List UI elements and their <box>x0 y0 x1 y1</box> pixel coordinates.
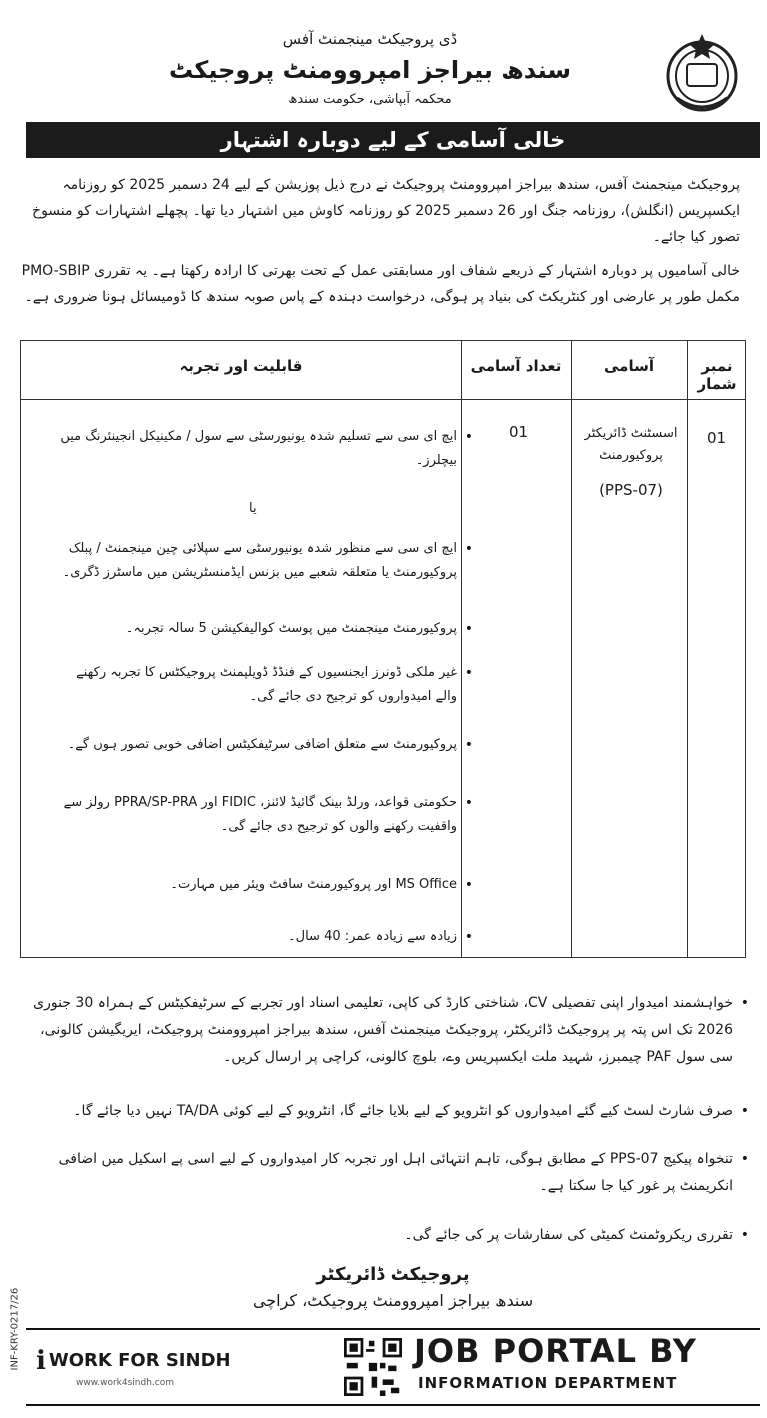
qualification-item: • MS Office اور پروکیورمنٹ سافٹ ویئر میں مہارت۔ <box>52 873 457 897</box>
logo-text: WORK FOR SINDH <box>48 1350 231 1371</box>
qr-code-icon <box>344 1338 402 1396</box>
note-appointment: • تقرری ریکروٹمنٹ کمیٹی کی سفارشات پر کی جائے گی۔ <box>28 1222 733 1249</box>
posts-table <box>20 340 746 958</box>
ad-title-bar <box>26 122 760 158</box>
reference-number: INF-KRY-0217/26 <box>9 1287 21 1371</box>
qualification-item: • پروکیورمنٹ سے متعلق اضافی سرٹیفکیٹس اضافی خوبی تصور ہوں گے۔ <box>52 733 457 757</box>
pay-scale: (PPS-07) <box>599 481 663 499</box>
intro-paragraph: پروجیکٹ مینجمنٹ آفس، سندھ بیراجز امپروومنٹ پروجیکٹ نے درج ذیل پوزیشن کے لیے 24 دسمبر 2025 کو روزنامہ ایکسپریس (انگلش)، روزنامہ جنگ اور 26 دسمبر 2025 کو روزنامہ کاوش میں اشتہار دیا تھا۔ پچھلے اشتہارات کو منسوخ تصور کیا جائے۔ <box>32 177 740 245</box>
signature-block <box>26 1258 760 1316</box>
qualification-item: • ایچ ای سی سے تسلیم شدہ یونیورسٹی سے سول / مکینیکل انجینئرنگ میں بیچلرز۔ <box>52 425 457 473</box>
header-serial: نمبر شمار <box>697 357 737 393</box>
office-name: ڈی پروجیکٹ مینجمنٹ آفس <box>282 30 458 48</box>
note-salary: • تنخواہ پیکیج PPS-07 کے مطابق ہوگی، تاہم انتہائی اہل اور تجربہ کار امیدواروں کے لیے اسی پے اسکیل میں اضافی انکریمنٹ پر غور کیا جا سکتا ہے۔ <box>28 1146 733 1200</box>
signature-title: پروجیکٹ ڈائریکٹر <box>316 1264 470 1285</box>
policy-paragraph: خالی آسامیوں پر دوبارہ اشتہار کے ذریعے شفاف اور مسابقتی عمل کے تحت بھرتی کا ارادہ رکھتا ہے۔ یہ تقرری PMO-SBIP مکمل طور پر عارضی اور کنٹریکٹ کی بنیاد پر ہوگی، درخواست دہندہ کے پاس صوبہ سندھ کا ڈومیسائل ہونا ضروری ہے۔ <box>21 263 740 305</box>
signature-project: سندھ بیراجز امپروومنٹ پروجیکٹ، کراچی <box>252 1291 534 1310</box>
post-title: اسسٹنٹ ڈائریکٹر پروکیورمنٹ <box>584 426 678 463</box>
department-name: محکمہ آبپاشی، حکومت سندھ <box>288 92 452 107</box>
header-qualification: قابلیت اور تجربہ <box>179 357 303 375</box>
post-quantity: 01 <box>509 423 529 441</box>
government-of-sindh-emblem-icon <box>659 28 745 114</box>
ad-header <box>0 0 767 118</box>
qualification-item: • حکومتی قواعد، ورلڈ بینک گائیڈ لائنز، FIDIC اور PPRA/SP-PRA رولز سے واقفیت رکھنے والوں کو ترجیح دی جائے گی۔ <box>52 791 457 839</box>
footer-banner <box>26 1328 760 1406</box>
qualification-item: • ایچ ای سی سے منظور شدہ یونیورسٹی سے سپلائی چین مینجمنٹ / پبلک پروکیورمنٹ یا متعلقہ شعبے میں بزنس ایڈمنسٹریشن میں ماسٹرز ڈگری۔ <box>52 537 457 585</box>
header-quantity: تعداد آسامی <box>470 357 562 375</box>
note-shortlist: • صرف شارٹ لسٹ کیے گئے امیدواروں کو انٹرویو کے لیے بلایا جائے گا، انٹرویو کے لیے کوئی TA/DA نہیں دیا جائے گا۔ <box>28 1098 733 1125</box>
job-portal-heading: JOB PORTAL BY <box>414 1332 697 1370</box>
serial-number: 01 <box>707 429 727 447</box>
ad-title: خالی آسامی کے لیے دوبارہ اشتہار <box>220 128 566 152</box>
header-post: آسامی <box>604 357 654 375</box>
table-divider <box>461 341 462 957</box>
info-icon: ℹ <box>36 1346 46 1376</box>
portal-url[interactable]: www.work4sindh.com <box>76 1378 175 1388</box>
qualification-item: • پروکیورمنٹ مینجمنٹ میں پوسٹ کوالیفکیشن 5 سالہ تجربہ۔ <box>52 617 457 641</box>
qualification-item: • زیادہ سے زیادہ عمر: 40 سال۔ <box>52 925 457 949</box>
qualification-or: یا <box>249 501 257 516</box>
work-for-sindh-logo[interactable] <box>36 1346 231 1376</box>
table-header-divider <box>21 399 745 400</box>
note-application: • خواہشمند امیدوار اپنی تفصیلی CV، شناختی کارڈ کی کاپی، تعلیمی اسناد اور تجربے کے سرٹیفکیٹس کے ہمراہ 30 جنوری 2026 تک اس پتہ پر پروجیکٹ ڈائریکٹر، پروجیکٹ مینجمنٹ آفس، سندھ بیراجز امپروومنٹ پروجیکٹ، ایریگیشن کالونی، سی سول PAF چیمبرز، شہید ملت ایکسپریس وے، بلوچ کالونی، کراچی پر ارسال کریں۔ <box>28 990 733 1071</box>
project-name: سندھ بیراجز امپروومنٹ پروجیکٹ <box>168 56 572 84</box>
information-department: INFORMATION DEPARTMENT <box>418 1374 678 1392</box>
qualification-item: • غیر ملکی ڈونرز ایجنسیوں کے فنڈڈ ڈویلپمنٹ پروجیکٹس کا تجربہ رکھنے والے امیدواروں کو ترجیح دی جائے گی۔ <box>52 661 457 709</box>
